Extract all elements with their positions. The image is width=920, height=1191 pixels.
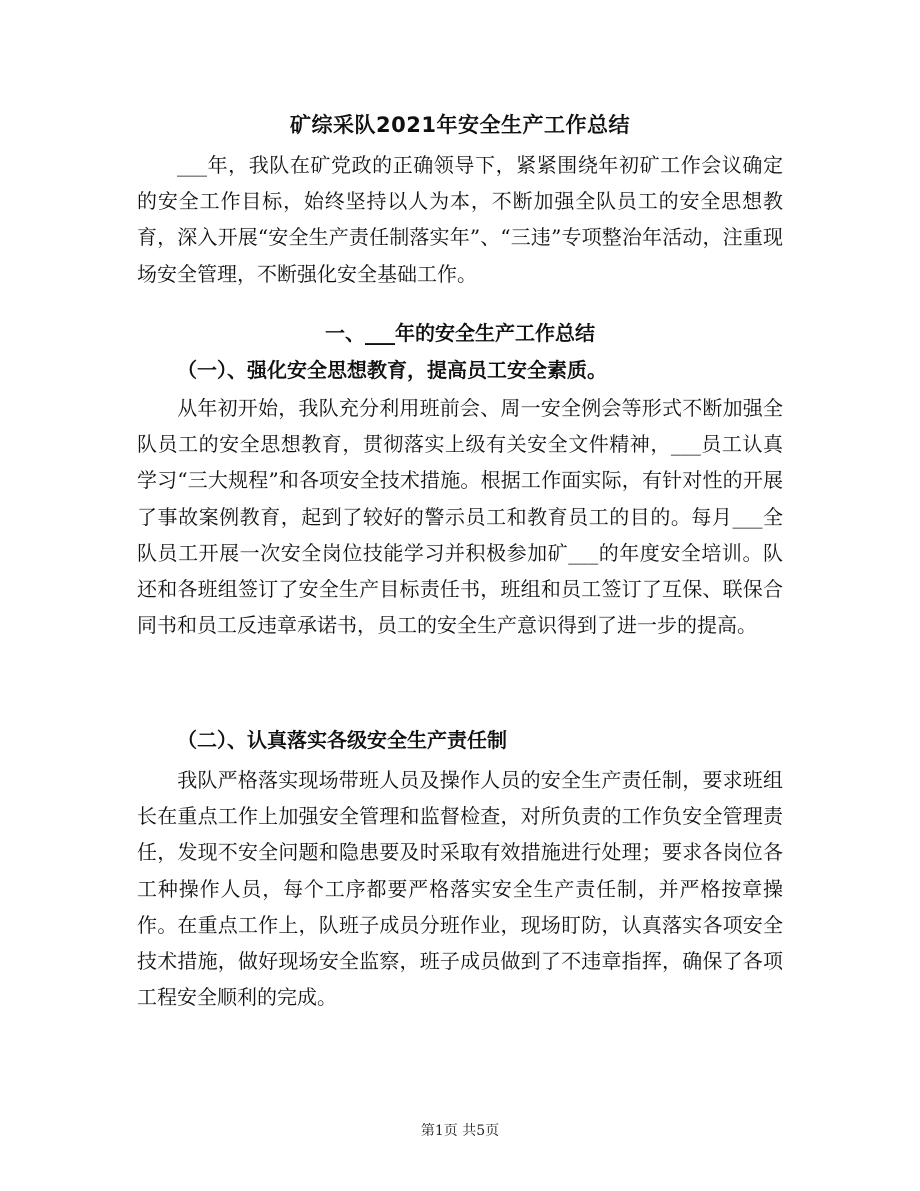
section-heading: 一、___年的安全生产工作总结	[325, 321, 595, 345]
intro-paragraph	[137, 147, 783, 292]
subsection-heading-2: （二）、认真落实各级安全生产责任制	[177, 728, 507, 752]
subsection-1-paragraph	[137, 390, 783, 643]
intro-text: ___年，我队在矿党政的正确领导下，紧紧围绕年初矿工作会议确定的安全工作目标，始终坚持以人为本，不断加强全队员工的安全思想教育，深入开展“安全生产责任制落实年”、“三违”专项整治年活动，注重现场安全管理，不断强化安全基础工作。	[137, 153, 783, 286]
subsection-2-paragraph	[137, 762, 783, 1015]
subsection-1-text: 从年初开始，我队充分利用班前会、周一安全例会等形式不断加强全队员工的安全思想教育，贯彻落实上级有关安全文件精神，___员工认真学习“三大规程”和各项安全技术措施。根据工作面实际，有针对性的开展了事故案例教育，起到了较好的警示员工和教育员工的目的。每月___全队员工开展一次安全岗位技能学习并积极参加矿___的年度安全培训。队还和各班组签订了安全生产目标责任书，班组和员工签订了互保、联保合同书和员工反违章承诺书，员工的安全生产意识得到了进一步的提高。	[137, 396, 783, 638]
page-number: 第1页 共5页	[420, 1123, 500, 1139]
subsection-heading-1: （一）、强化安全思想教育，提高员工安全素质。	[177, 358, 607, 382]
subsection-2-text: 我队严格落实现场带班人员及操作人员的安全生产责任制，要求班组长在重点工作上加强安全管理和监督检查，对所负责的工作负安全管理责任，发现不安全问题和隐患要及时采取有效措施进行处理；要求各岗位各工种操作人员，每个工序都要严格落实安全生产责任制，并严格按章操作。在重点工作上，队班子成员分班作业，现场盯防，认真落实各项安全技术措施，做好现场安全监察，班子成员做到了不违章指挥，确保了各项工程安全顺利的完成。	[137, 768, 783, 1010]
document-title: 矿综采队2021年安全生产工作总结	[290, 113, 630, 137]
